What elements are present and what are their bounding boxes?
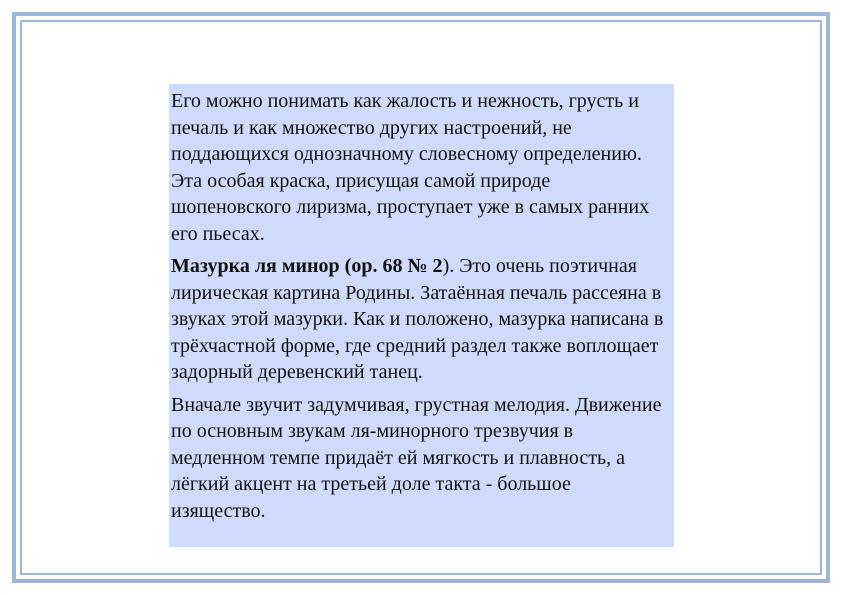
mazurka-title: Мазурка ля минор (ор. 68 № 2 bbox=[171, 255, 443, 277]
paragraph-mazurka bbox=[171, 253, 666, 386]
text-block bbox=[169, 84, 674, 547]
paragraph-melody bbox=[171, 392, 666, 525]
paragraph-mazurka-text: ). Это очень поэтичная лирическая картина Родины. Затаённая печаль рассеяна в звуках этой мазурки. Как и положено, мазурка написана в трёхчастной форме, где средний раздел также воплощает задорный деревенский танец. bbox=[171, 255, 664, 383]
paragraph-melody-text: Вначале звучит задумчивая, грустная мелодия. Движение по основным звукам ля-минорного трезвучия в медленном темпе придаёт ей мягкость и плавность, а лёгкий акцент на третьей доле такта - большое изящество. bbox=[171, 393, 662, 522]
paragraph-intro-text: Его можно понимать как жалость и нежность, грусть и печаль и как множество других настроений, не поддающихся однозначному словесному определению. Эта особая краска, присущая самой природе шопеновского лиризма, проступает уже в самых ранних его пьесах. bbox=[171, 90, 650, 245]
paragraph-intro bbox=[171, 88, 666, 247]
